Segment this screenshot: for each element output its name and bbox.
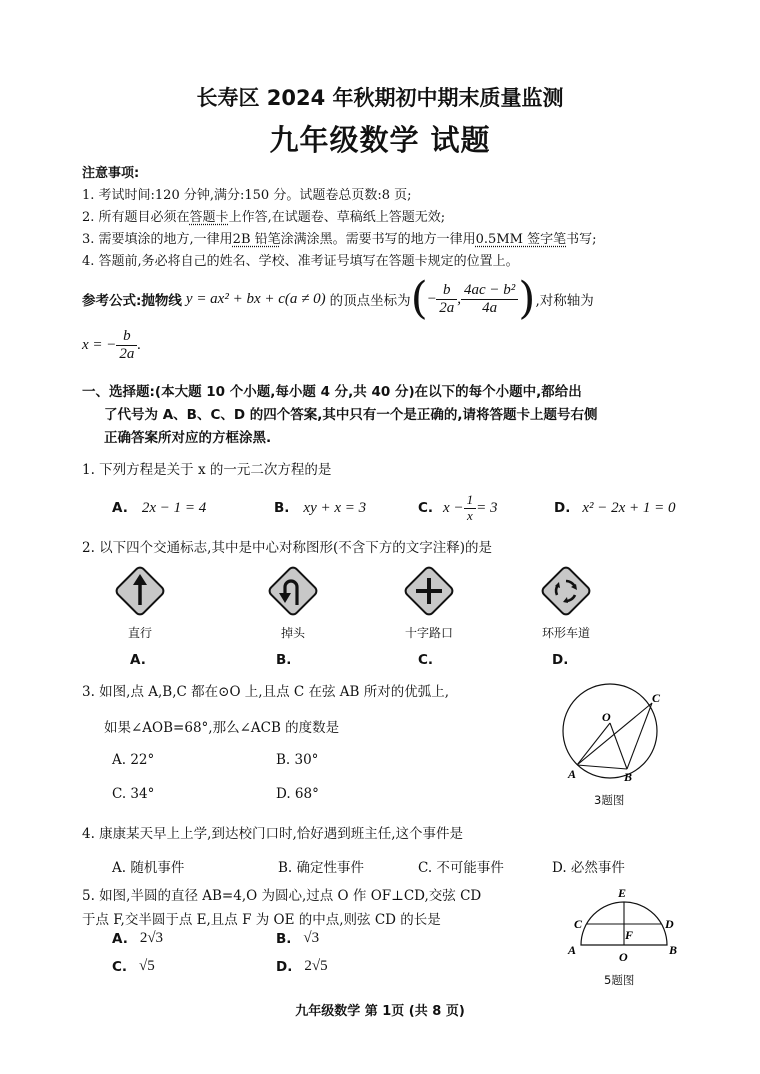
q5-semicircle-figure: [562, 884, 686, 970]
q5-c-label: C.: [112, 958, 128, 975]
q4-option-a: A. 随机事件: [112, 860, 185, 876]
q5-point-b: B: [669, 943, 678, 957]
q5-figure-caption: 5题图: [604, 973, 635, 987]
formula-vertex-text: 的顶点坐标为: [329, 293, 411, 309]
q3-stem-1: 3. 如图,点 A,B,C 都在⊙O 上,且点 C 在弦 AB 所对的优弧上,: [82, 684, 450, 700]
q5-option-d: [276, 958, 328, 975]
q3-circle: [563, 684, 657, 778]
q1-option-d: [554, 488, 676, 528]
q3-option-c: C. 34°: [112, 786, 155, 802]
q5-point-e: E: [618, 886, 627, 900]
note-item-2-text: 2. 所有题目必须在: [82, 210, 190, 225]
left-paren: (: [410, 273, 428, 324]
q1-a-expr: 2x − 1 = 4: [141, 499, 207, 516]
q2-stem: 2. 以下四个交通标志,其中是中心对称图形(不含下方的文字注释)的是: [82, 540, 492, 556]
notes-heading: 注意事项:: [82, 166, 140, 181]
q1-d-expr: x² − 2x + 1 = 0: [582, 499, 676, 516]
q1-b-label: B.: [274, 500, 290, 516]
sign-b-label: 掉头: [280, 626, 305, 640]
q3-point-o: O: [602, 710, 611, 724]
note-item-3-text-end: 书写;: [566, 232, 597, 247]
q5-point-a: A: [568, 943, 577, 957]
u-turn-icon: [263, 561, 323, 621]
q1-c-fraction: $\frac{1}{x}$: [464, 493, 477, 523]
q5-point-o: O: [619, 950, 628, 964]
axis-formula: x = − $\frac{b}{2a}$ .: [82, 328, 142, 362]
crossroad-icon: [399, 561, 459, 621]
q5-b-label: B.: [276, 930, 292, 947]
q4-option-d: D. 必然事件: [552, 860, 625, 876]
q5-point-d: D: [665, 917, 674, 931]
note-item-2: [82, 206, 445, 225]
q5-d-label: D.: [276, 958, 293, 975]
q3-option-b: B. 30°: [276, 752, 319, 768]
note-item-3-text: 3. 需要填涂的地方,一律用: [82, 232, 233, 247]
q4-option-b: B. 确定性事件: [278, 860, 365, 876]
section1-line1: 一、选择题:(本大题 10 个小题,每小题 4 分,共 40 分)在以下的每个小题中,都给出: [82, 384, 582, 400]
note-item-3-pen: 0.5MM 签字笔: [475, 232, 567, 247]
q5-d-value: 2√5: [304, 958, 328, 974]
note-item-1: 1. 考试时间:120 分钟,满分:150 分。试题卷总页数:8 页;: [82, 188, 412, 203]
q1-stem: 1. 下列方程是关于 x 的一元二次方程的是: [82, 462, 332, 478]
roundabout-icon: [536, 561, 596, 621]
right-paren: ): [518, 273, 536, 324]
q5-a-value: 2√3: [139, 930, 164, 946]
vertex-x-fraction: $\frac{b}{2a}$: [436, 282, 457, 316]
q5-c-value: √5: [139, 958, 155, 974]
exam-subtitle: 九年级数学 试题: [269, 123, 491, 157]
formula-axis-text: ,对称轴为: [535, 293, 594, 309]
page-footer: 九年级数学 第 1页 (共 8 页): [295, 1004, 465, 1019]
straight-arrow-icon: [110, 561, 170, 621]
q3-figure-caption: 3题图: [594, 793, 625, 807]
q5-point-c: C: [574, 917, 583, 931]
note-item-3-pencil: 2B 铅笔: [232, 232, 281, 247]
q2-option-a: A.: [130, 652, 146, 668]
q2-option-c: C.: [418, 652, 434, 668]
reference-formula: 参考公式:抛物线 y = ax² + bx + c(a ≠ 0) 的顶点坐标为 ( − $\frac{b}{2a}$ , $\frac{\text{4ac − b²}}{4a}$ ) ,对称轴为: [82, 273, 594, 324]
q3-stem-2: 如果∠AOB=68°,那么∠ACB 的度数是: [104, 720, 340, 736]
note-item-3: [82, 228, 596, 247]
section1-line3: 正确答案所对应的方框涂黑.: [104, 430, 272, 446]
sign-a-label: 直行: [127, 626, 152, 640]
q1-a-label: A.: [112, 500, 128, 516]
q1-d-label: D.: [554, 500, 571, 516]
q5-a-label: A.: [112, 930, 128, 947]
q1-c-rhs: = 3: [476, 499, 498, 516]
q3-circle-figure: [555, 683, 675, 789]
q3-line-ob: [610, 723, 627, 769]
q5-option-b: [276, 930, 319, 947]
q3-line-oa: [577, 723, 610, 765]
section1-line2: 了代号为 A、B、C、D 的四个答案,其中只有一个是正确的,请将答题卡上题号右侧: [104, 407, 598, 423]
q3-option-d: D. 68°: [276, 786, 319, 802]
formula-lead: 参考公式:抛物线: [82, 293, 182, 309]
q5-stem-1: 5. 如图,半圆的直径 AB=4,O 为圆心,过点 O 作 OF⊥CD,交弦 CD: [82, 888, 482, 904]
q1-option-c: [418, 488, 497, 528]
q3-point-a: A: [568, 767, 577, 781]
vertex-y-fraction: $\frac{\text{4ac − b²}}{4a}$: [461, 282, 518, 316]
q1-b-expr: xy + x = 3: [303, 499, 367, 516]
note-item-2-emph: 答题卡: [189, 210, 229, 225]
q3-point-b: B: [624, 770, 633, 784]
q3-chord-ab: [577, 765, 627, 769]
exam-title: 长寿区 2024 年秋期初中期末质量监测: [196, 86, 564, 110]
note-item-2-text-end: 上作答,在试题卷、草稿纸上答题无效;: [228, 210, 446, 225]
q1-option-a: [112, 488, 206, 528]
q1-option-b: [274, 488, 366, 528]
note-item-3-text-mid: 涂满涂黑。需要书写的地方一律用: [280, 232, 476, 247]
q3-point-c: C: [652, 691, 661, 705]
axis-lhs: x = −: [82, 336, 117, 353]
q5-option-c: [112, 958, 155, 975]
q1-c-label: C.: [418, 500, 434, 516]
axis-fraction: $\frac{b}{2a}$: [116, 328, 137, 362]
q5-stem-2: 于点 F,交半圆于点 E,且点 F 为 OE 的中点,则弦 CD 的长是: [82, 912, 441, 928]
note-item-4: 4. 答题前,务必将自己的姓名、学校、准考证号填写在答题卡规定的位置上。: [82, 254, 519, 269]
q4-stem: 4. 康康某天早上上学,到达校门口时,恰好遇到班主任,这个事件是: [82, 826, 464, 842]
q4-option-c: C. 不可能事件: [418, 860, 504, 876]
sign-d-label: 环形车道: [541, 626, 590, 640]
q3-option-a: A. 22°: [112, 752, 155, 768]
q2-option-d: D.: [552, 652, 569, 668]
q5-point-f: F: [625, 928, 634, 942]
q1-c-lhs: x −: [443, 499, 464, 516]
q5-option-a: [112, 930, 163, 947]
q5-b-value: √3: [303, 930, 320, 946]
q2-option-b: B.: [276, 652, 292, 668]
parabola-equation: y = ax² + bx + c(a ≠ 0): [185, 290, 326, 307]
sign-c-label: 十字路口: [404, 626, 453, 640]
